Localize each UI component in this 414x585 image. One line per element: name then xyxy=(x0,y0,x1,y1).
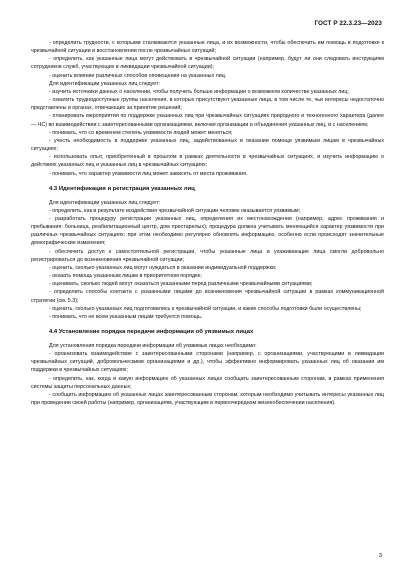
section-heading: 4.4 Установление порядка передачи информации об уязвимых лицах xyxy=(49,329,254,335)
paragraph: - определить, как, когда и какую информацию об указанных лицах сообщать заинтересованным сторонам, в рамках применения системы защиты персональных данных; xyxy=(31,375,384,390)
paragraph: - оценить, сколько указанных лиц могут нуждаться в оказании индивидуальной поддержки; xyxy=(49,264,277,271)
paragraph: - понимать, что характер уязвимости лиц может зависеть от места проживания. xyxy=(49,170,248,177)
page-number: 3 xyxy=(378,553,382,559)
standard-id: ГОСТ Р 22.3.23—2023 xyxy=(314,20,382,27)
paragraph: - оценить, сколько указанных лиц подготовились к чрезвычайной ситуации, и какие способы подготовки были осуществлены; xyxy=(49,305,362,312)
paragraph: - изучить источники данных о населении, чтобы получить больше информации о возможном количестве указанных лиц; xyxy=(49,88,349,95)
paragraph: - оценивать, сколько людей могут оказаться указанными перед различными чрезвычайными ситуациями; xyxy=(49,281,313,288)
paragraph: - разработать процедуру регистрации указанных лиц, определения их местонахождения (например, адрес проживания и пребывания: больница, реабилитационный центр, дом престарелых); процедура должна учитывать меняющийся характер уязвимости при различных чрезвычайных ситуациях; при этом необходимо регулярно обновлять информацию, особенно если происходят значительные демографические изменения; xyxy=(31,215,384,247)
paragraph: - понимать, что со временем степень уязвимости людей может меняться; xyxy=(49,129,233,136)
paragraph: - использовать опыт, приобретенный в прошлом в рамках деятельности в чрезвычайных ситуациях, и изучить информацию о действиях указанных лиц и указанных лиц в чрезвычайных ситуациях; xyxy=(31,154,384,169)
paragraph: - учесть необходимость в поддержке указанных лиц, задействованных в оказании помощи уязвимым лицам в чрезвычайных ситуациях; xyxy=(31,137,384,153)
paragraph: - охватить труднодоступные группы населения, в которых присутствуют указанные лица, в том числе те, чьи интересы недостаточно представлены в органах, отвечающих за принятие решений; xyxy=(31,97,384,112)
paragraph: Для идентификации указанных лиц следует: xyxy=(49,80,161,87)
paragraph: - обеспечить доступ к самостоятельной регистрации, чтобы указанные лица и ухаживающие лица смогли добровольно регистрироваться до возникновения чрезвычайной ситуации; xyxy=(31,248,384,263)
paragraph: - определить, как в результате воздействия чрезвычайной ситуации человек оказывается уязвимым; xyxy=(49,207,301,214)
paragraph: - определить способы контакта с указанными лицами до возникновения чрезвычайной ситуации в рамках коммуникационной стратегии (см. 5.3); xyxy=(31,289,384,304)
paragraph: Для идентификации указанных лиц следует: xyxy=(49,199,161,206)
paragraph: - понимать, что не всем указанным лицам требуется помощь. xyxy=(49,313,203,320)
paragraph: - оказать помощь указанным лицам в приоритетном порядке; xyxy=(49,273,202,280)
paragraph: - оценить влияние различных способов оповещения на указанных лиц. xyxy=(49,72,227,79)
paragraph: - определить, как указанные лица могут действовать в чрезвычайной ситуации (например, будут ли они следовать инструкциям сотрудников служб, участвующих в ликвидации чрезвычайной ситуации); xyxy=(31,56,384,71)
paragraph: - определить трудности, с которыми сталкиваются указанные лица, и их возможности, чтобы обеспечить им помощь в подготовке к чрезвычайной ситуации и восстановлении после чрезвычайных ситуаций; xyxy=(31,40,384,55)
paragraph: - планировать мероприятия по поддержке указанных лиц при чрезвычайных ситуациях природного и техногенного характера (далее — ЧС) во взаимодействии с заинтересованными организациями, включая организации и объединения указанных лиц, и с населением; xyxy=(31,113,384,128)
section-heading: 4.3 Идентификация и регистрация указанных лиц xyxy=(49,185,195,192)
document-body xyxy=(31,39,384,407)
paragraph: - организовать взаимодействие с заинтересованными сторонами (например, с организациями, участвующими в ликвидации чрезвычайных ситуаций, добровольческими организациями и др.), чтобы эффективно информировать указанных лиц об оказании им поддержки в чрезвычайных ситуациях; xyxy=(31,351,384,374)
document-header xyxy=(31,20,382,39)
paragraph: - сообщить информацию об указанных лицах заинтересованным сторонам, которым необходимо учитывать интересы указанных лиц при проведении своей работы (например, организациям, участвующим в первоочередном жизнеобеспечении населения). xyxy=(31,391,384,407)
paragraph: Для установления порядка передачи информации об уязвимых лицах необходимо: xyxy=(49,343,257,349)
